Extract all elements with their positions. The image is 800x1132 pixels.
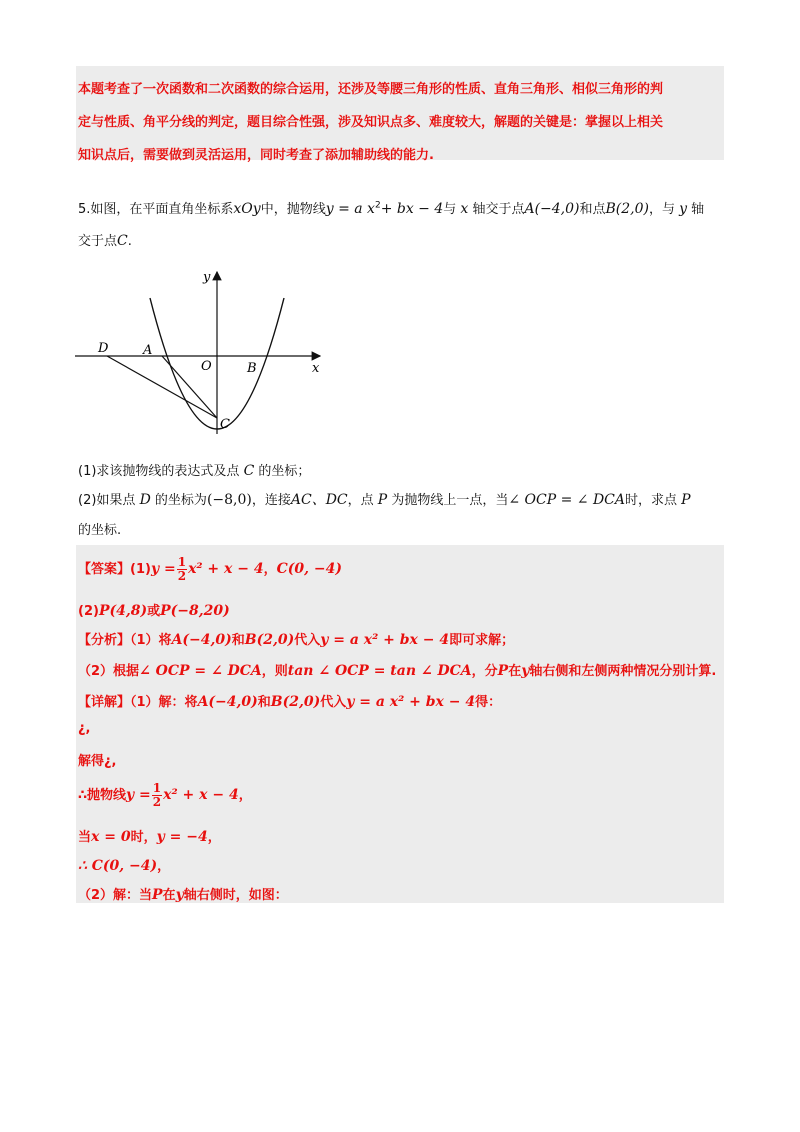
therefore-parabola-line: ∴抛物线y = $\frac{1}{2}$ x² + x − 4， <box>78 781 252 809</box>
label-B: B <box>247 361 257 376</box>
intro-line-1: 本题考查了一次函数和二次函数的综合运用，还涉及等腰三角形的性质、直角三角形、相似三角形的判 <box>78 82 664 97</box>
answer-line-1: 【答案】(1)y = $\frac{1}{2}$ x² + x − 4，C(0, −4) <box>78 555 342 583</box>
detail-line-1: 【详解】（1）解：将A(−4,0)和B(2,0)代入y = a x² + bx − 4得： <box>78 694 502 710</box>
label-x: x <box>312 361 320 376</box>
label-C: C <box>220 417 230 432</box>
intro-line-3: 知识点后，需要做到灵活运用，同时考查了添加辅助线的能力. <box>78 148 434 163</box>
when-line: 当x = 0时，y = −4， <box>78 829 221 845</box>
part2-line: （2）解：当P在y轴右侧时，如图： <box>78 887 288 903</box>
label-O: O <box>201 359 212 374</box>
therefore-C-line: ∴ C(0, −4)， <box>78 858 171 874</box>
answer-line-2: (2)P(4,8)或P(−8,20) <box>78 603 230 619</box>
problem-line-1: 5.如图，在平面直角坐标系xOy中，抛物线y = a $x^2+$ bx − 4与 x 轴交于点A(−4,0)和点B(2,0)，与 y 轴 <box>78 200 705 217</box>
question-1: (1)求该抛物线的表达式及点 C 的坐标； <box>78 463 311 479</box>
problem-line-2: 交于点C. <box>78 233 132 249</box>
label-y: y <box>203 270 211 285</box>
solve-line: 解得¿, <box>78 754 117 769</box>
label-D: D <box>98 341 109 356</box>
analysis-line-2: （2）根据∠ OCP = ∠ DCA，则tan ∠ OCP = tan ∠ DCA，分P在y轴右侧和左侧两种情况分别计算. <box>78 663 717 679</box>
glyph-line: ¿, <box>78 721 91 736</box>
label-A: A <box>143 343 153 358</box>
parabola-figure <box>70 266 340 441</box>
solution-box <box>76 545 724 903</box>
question-2-line-1: (2)如果点 D 的坐标为(−8,0)，连接AC、DC，点 P 为抛物线上一点，当∠ OCP = ∠ DCA时，求点 P <box>78 492 691 508</box>
analysis-line-1: 【分析】（1）将A(−4,0)和B(2,0)代入y = a x² + bx − 4即可求解； <box>78 632 515 648</box>
question-2-line-2: 的坐标. <box>78 523 122 538</box>
intro-line-2: 定与性质、角平分线的判定，题目综合性强，涉及知识点多、难度较大，解题的关键是：掌握以上相关 <box>78 115 664 130</box>
